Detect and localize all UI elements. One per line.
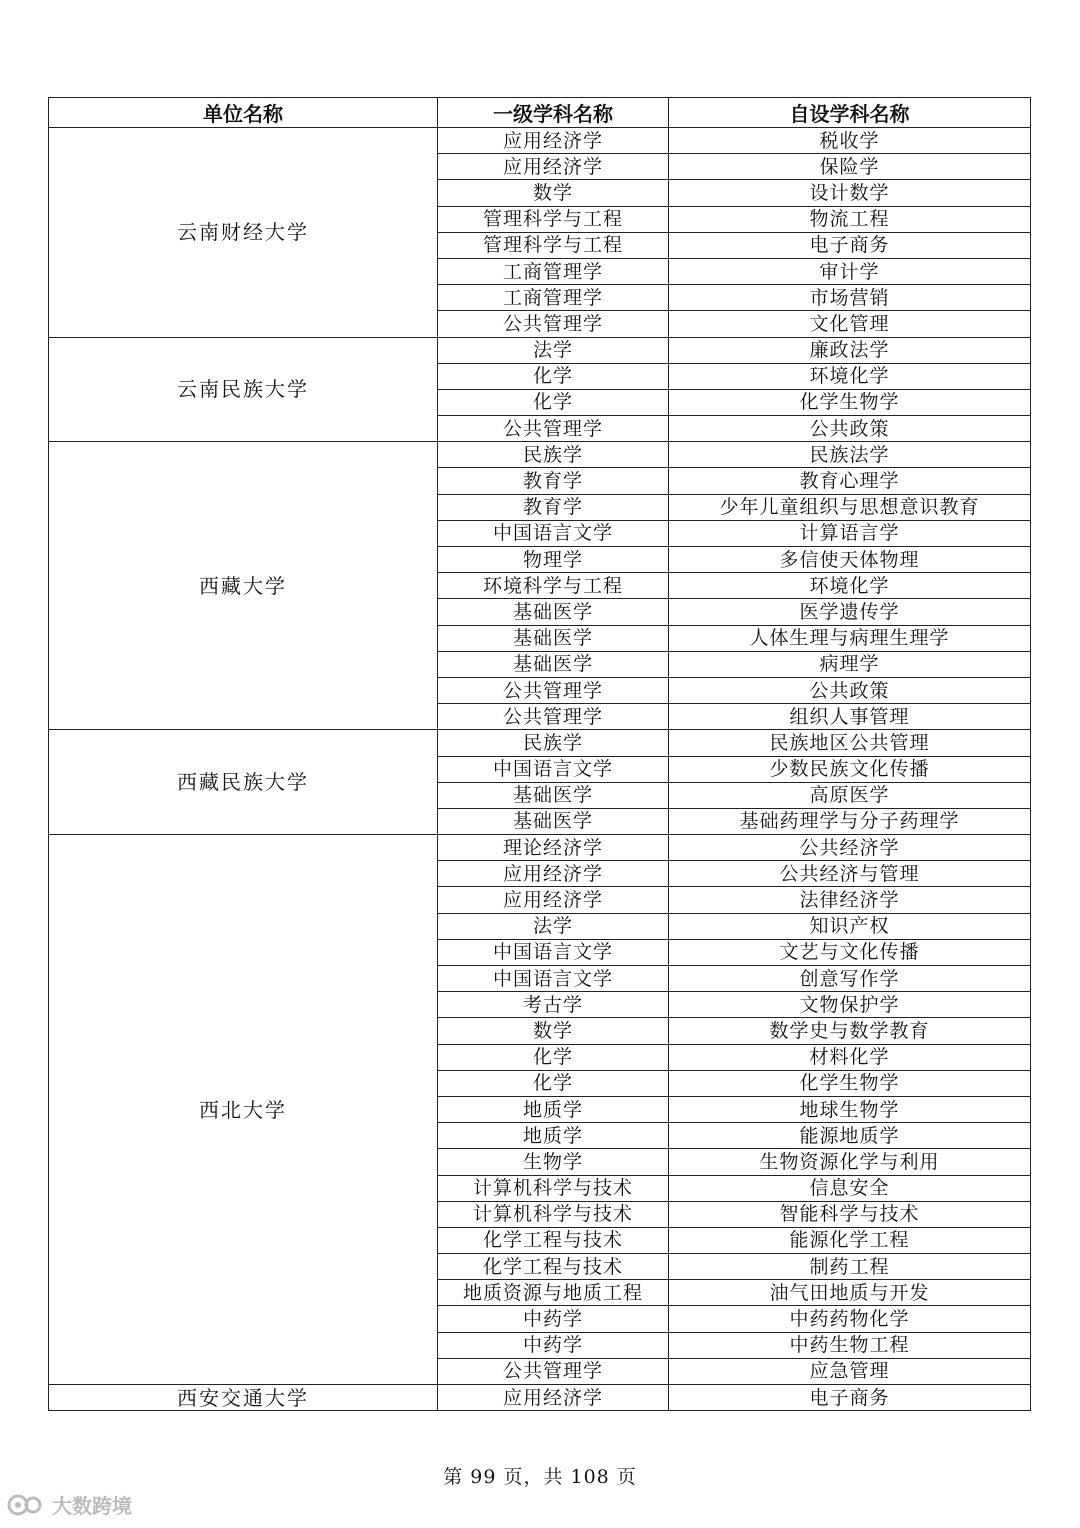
table-row <box>49 337 1031 363</box>
table-row <box>49 835 1031 861</box>
primary-discipline-cell: 基础医学 <box>438 625 669 651</box>
custom-discipline-cell: 应急管理 <box>669 1358 1031 1384</box>
primary-discipline-cell: 中国语言文学 <box>438 756 669 782</box>
custom-discipline-cell: 公共经济与管理 <box>669 861 1031 887</box>
custom-discipline-cell: 教育心理学 <box>669 468 1031 494</box>
custom-discipline-cell: 化学生物学 <box>669 1070 1031 1096</box>
header-custom-discipline: 自设学科名称 <box>669 98 1031 128</box>
custom-discipline-cell: 设计数学 <box>669 180 1031 206</box>
primary-discipline-cell: 工商管理学 <box>438 285 669 311</box>
custom-discipline-cell: 文物保护学 <box>669 992 1031 1018</box>
primary-discipline-cell: 中国语言文学 <box>438 520 669 546</box>
custom-discipline-cell: 知识产权 <box>669 913 1031 939</box>
primary-discipline-cell: 教育学 <box>438 494 669 520</box>
custom-discipline-cell: 法律经济学 <box>669 887 1031 913</box>
custom-discipline-cell: 高原医学 <box>669 782 1031 808</box>
primary-discipline-cell: 公共管理学 <box>438 677 669 703</box>
primary-discipline-cell: 基础医学 <box>438 808 669 834</box>
custom-discipline-cell: 制药工程 <box>669 1254 1031 1280</box>
custom-discipline-cell: 化学生物学 <box>669 389 1031 415</box>
custom-discipline-cell: 基础药理学与分子药理学 <box>669 808 1031 834</box>
custom-discipline-cell: 廉政法学 <box>669 337 1031 363</box>
primary-discipline-cell: 化学 <box>438 389 669 415</box>
primary-discipline-cell: 应用经济学 <box>438 861 669 887</box>
unit-name-cell: 西北大学 <box>49 835 438 1385</box>
primary-discipline-cell: 理论经济学 <box>438 835 669 861</box>
custom-discipline-cell: 民族地区公共管理 <box>669 730 1031 756</box>
table-row <box>49 442 1031 468</box>
page-number: 第 99 页，共 108 页 <box>443 1466 637 1488</box>
primary-discipline-cell: 中药学 <box>438 1306 669 1332</box>
primary-discipline-cell: 应用经济学 <box>438 154 669 180</box>
primary-discipline-cell: 化学 <box>438 1070 669 1096</box>
header-unit-name: 单位名称 <box>49 98 438 128</box>
table-row <box>49 128 1031 154</box>
primary-discipline-cell: 应用经济学 <box>438 1385 669 1411</box>
custom-discipline-cell: 能源化学工程 <box>669 1227 1031 1253</box>
custom-discipline-cell: 公共政策 <box>669 677 1031 703</box>
primary-discipline-cell: 数学 <box>438 1018 669 1044</box>
primary-discipline-cell: 地质学 <box>438 1123 669 1149</box>
custom-discipline-cell: 文化管理 <box>669 311 1031 337</box>
table-row <box>49 730 1031 756</box>
primary-discipline-cell: 公共管理学 <box>438 704 669 730</box>
custom-discipline-cell: 生物资源化学与利用 <box>669 1149 1031 1175</box>
watermark <box>6 1490 132 1519</box>
custom-discipline-cell: 组织人事管理 <box>669 704 1031 730</box>
custom-discipline-cell: 审计学 <box>669 258 1031 284</box>
primary-discipline-cell: 基础医学 <box>438 651 669 677</box>
custom-discipline-cell: 中药生物工程 <box>669 1332 1031 1358</box>
custom-discipline-cell: 环境化学 <box>669 573 1031 599</box>
custom-discipline-cell: 病理学 <box>669 651 1031 677</box>
primary-discipline-cell: 工商管理学 <box>438 258 669 284</box>
unit-name-cell: 云南财经大学 <box>49 128 438 338</box>
logo-icon <box>6 1492 46 1518</box>
custom-discipline-cell: 能源地质学 <box>669 1123 1031 1149</box>
primary-discipline-cell: 公共管理学 <box>438 416 669 442</box>
custom-discipline-cell: 物流工程 <box>669 206 1031 232</box>
custom-discipline-cell: 公共政策 <box>669 416 1031 442</box>
custom-discipline-cell: 数学史与数学教育 <box>669 1018 1031 1044</box>
primary-discipline-cell: 基础医学 <box>438 782 669 808</box>
primary-discipline-cell: 中国语言文学 <box>438 966 669 992</box>
custom-discipline-cell: 油气田地质与开发 <box>669 1280 1031 1306</box>
discipline-table <box>48 97 1031 1411</box>
custom-discipline-cell: 材料化学 <box>669 1044 1031 1070</box>
custom-discipline-cell: 信息安全 <box>669 1175 1031 1201</box>
unit-name-cell: 云南民族大学 <box>49 337 438 442</box>
watermark-text: 大数跨境 <box>52 1494 132 1518</box>
primary-discipline-cell: 基础医学 <box>438 599 669 625</box>
table-header-row <box>49 98 1031 128</box>
custom-discipline-cell: 公共经济学 <box>669 835 1031 861</box>
primary-discipline-cell: 化学 <box>438 363 669 389</box>
custom-discipline-cell: 多信使天体物理 <box>669 547 1031 573</box>
custom-discipline-cell: 人体生理与病理生理学 <box>669 625 1031 651</box>
primary-discipline-cell: 管理科学与工程 <box>438 206 669 232</box>
primary-discipline-cell: 环境科学与工程 <box>438 573 669 599</box>
primary-discipline-cell: 数学 <box>438 180 669 206</box>
primary-discipline-cell: 考古学 <box>438 992 669 1018</box>
primary-discipline-cell: 化学工程与技术 <box>438 1254 669 1280</box>
custom-discipline-cell: 中药药物化学 <box>669 1306 1031 1332</box>
custom-discipline-cell: 环境化学 <box>669 363 1031 389</box>
custom-discipline-cell: 电子商务 <box>669 1385 1031 1411</box>
primary-discipline-cell: 物理学 <box>438 547 669 573</box>
custom-discipline-cell: 创意写作学 <box>669 966 1031 992</box>
primary-discipline-cell: 应用经济学 <box>438 128 669 154</box>
custom-discipline-cell: 民族法学 <box>669 442 1031 468</box>
primary-discipline-cell: 地质学 <box>438 1096 669 1122</box>
primary-discipline-cell: 地质资源与地质工程 <box>438 1280 669 1306</box>
primary-discipline-cell: 公共管理学 <box>438 1358 669 1384</box>
primary-discipline-cell: 公共管理学 <box>438 311 669 337</box>
primary-discipline-cell: 法学 <box>438 337 669 363</box>
unit-name-cell: 西藏民族大学 <box>49 730 438 835</box>
custom-discipline-cell: 智能科学与技术 <box>669 1201 1031 1227</box>
table-row <box>49 1385 1031 1411</box>
primary-discipline-cell: 生物学 <box>438 1149 669 1175</box>
custom-discipline-cell: 医学遗传学 <box>669 599 1031 625</box>
custom-discipline-cell: 税收学 <box>669 128 1031 154</box>
custom-discipline-cell: 市场营销 <box>669 285 1031 311</box>
custom-discipline-cell: 文艺与文化传播 <box>669 939 1031 965</box>
table-body <box>49 128 1031 1411</box>
unit-name-cell: 西藏大学 <box>49 442 438 730</box>
primary-discipline-cell: 中药学 <box>438 1332 669 1358</box>
primary-discipline-cell: 计算机科学与技术 <box>438 1201 669 1227</box>
primary-discipline-cell: 民族学 <box>438 730 669 756</box>
primary-discipline-cell: 化学工程与技术 <box>438 1227 669 1253</box>
primary-discipline-cell: 中国语言文学 <box>438 939 669 965</box>
unit-name-cell: 西安交通大学 <box>49 1385 438 1411</box>
custom-discipline-cell: 保险学 <box>669 154 1031 180</box>
custom-discipline-cell: 少年儿童组织与思想意识教育 <box>669 494 1031 520</box>
primary-discipline-cell: 计算机科学与技术 <box>438 1175 669 1201</box>
primary-discipline-cell: 法学 <box>438 913 669 939</box>
custom-discipline-cell: 电子商务 <box>669 232 1031 258</box>
primary-discipline-cell: 应用经济学 <box>438 887 669 913</box>
primary-discipline-cell: 教育学 <box>438 468 669 494</box>
custom-discipline-cell: 地球生物学 <box>669 1096 1031 1122</box>
primary-discipline-cell: 管理科学与工程 <box>438 232 669 258</box>
primary-discipline-cell: 化学 <box>438 1044 669 1070</box>
header-primary-discipline: 一级学科名称 <box>438 98 669 128</box>
custom-discipline-cell: 计算语言学 <box>669 520 1031 546</box>
primary-discipline-cell: 民族学 <box>438 442 669 468</box>
custom-discipline-cell: 少数民族文化传播 <box>669 756 1031 782</box>
